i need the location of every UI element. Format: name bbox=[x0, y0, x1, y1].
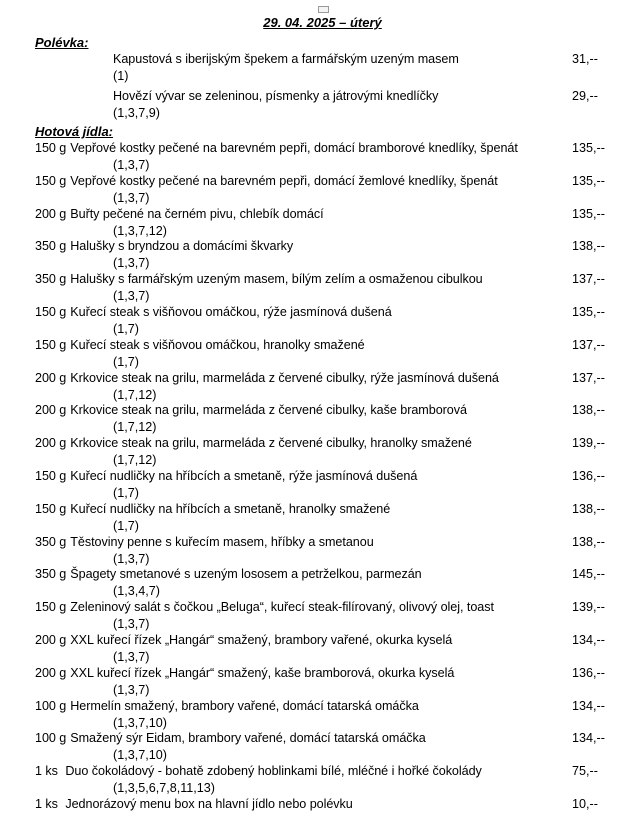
item-name: Krkovice steak na grilu, marmeláda z červené cibulky, kaše bramborová bbox=[70, 403, 467, 418]
item-quantity: 350 g bbox=[35, 239, 67, 254]
item-price: 138,-- bbox=[572, 501, 605, 516]
item-price: 137,-- bbox=[572, 337, 605, 352]
item-name: Kapustová s iberijským špekem a farmářským uzeným masem bbox=[113, 52, 459, 66]
menu-item bbox=[0, 731, 631, 763]
item-name: Buřty pečené na černém pivu, chlebík domácí bbox=[70, 206, 324, 221]
item-name: Krkovice steak na grilu, marmeláda z červené cibulky, hranolky smažené bbox=[70, 436, 472, 451]
item-description bbox=[35, 699, 419, 713]
item-quantity: 1 ks bbox=[35, 797, 62, 811]
menu-item bbox=[0, 141, 631, 173]
item-allergens: (1,7) bbox=[113, 322, 139, 336]
menu-item bbox=[0, 567, 631, 599]
item-allergens: (1,7,12) bbox=[113, 387, 157, 402]
meals-heading: Hotová jídla: bbox=[35, 124, 114, 139]
item-quantity: 200 g bbox=[35, 633, 67, 647]
item-name: Hovězí vývar se zeleninou, písmenky a játrovými knedlíčky bbox=[113, 89, 439, 103]
item-description bbox=[35, 141, 518, 155]
item-description bbox=[35, 797, 353, 811]
menu-item bbox=[0, 797, 631, 829]
menu-item bbox=[0, 272, 631, 304]
item-description bbox=[35, 436, 472, 450]
item-price: 134,-- bbox=[572, 698, 605, 713]
menu-item bbox=[0, 305, 631, 337]
item-allergens: (1,7,12) bbox=[113, 453, 157, 468]
item-allergens: (1,7) bbox=[113, 518, 139, 533]
item-price: 10,-- bbox=[572, 797, 598, 811]
item-quantity: 350 g bbox=[35, 567, 67, 582]
menu-item bbox=[0, 207, 631, 239]
item-description bbox=[35, 535, 374, 549]
item-quantity: 200 g bbox=[35, 436, 67, 451]
item-description bbox=[35, 764, 482, 778]
item-description bbox=[35, 207, 324, 221]
menu-item bbox=[0, 535, 631, 567]
item-allergens: (1,3,7,9) bbox=[113, 106, 160, 120]
item-quantity: 200 g bbox=[35, 403, 67, 418]
item-quantity: 350 g bbox=[35, 272, 67, 287]
item-name: Smažený sýr Eidam, brambory vařené, domácí tatarská omáčka bbox=[70, 731, 426, 746]
item-description bbox=[113, 52, 459, 66]
item-allergens: (1,3,7) bbox=[113, 289, 150, 304]
item-price: 138,-- bbox=[572, 239, 605, 254]
item-price: 31,-- bbox=[572, 52, 598, 66]
item-quantity: 100 g bbox=[35, 731, 67, 746]
menu-item bbox=[0, 764, 631, 796]
item-name: Duo čokoládový - bohatě zdobený hoblinkami bílé, mléčné i hořké čokolády bbox=[65, 764, 482, 779]
item-allergens: (1,3,7,10) bbox=[113, 748, 167, 763]
item-allergens: (1,7) bbox=[113, 354, 139, 369]
item-description bbox=[35, 502, 390, 516]
menu-item bbox=[0, 502, 631, 534]
item-price: 139,-- bbox=[572, 436, 605, 451]
menu-item bbox=[0, 666, 631, 698]
item-name: Kuřecí steak s višňovou omáčkou, hranolky smažené bbox=[70, 337, 365, 352]
menu-item bbox=[0, 699, 631, 731]
item-description bbox=[35, 731, 426, 745]
item-quantity: 100 g bbox=[35, 698, 67, 713]
item-price: 134,-- bbox=[572, 633, 605, 647]
item-description bbox=[35, 338, 365, 352]
item-name: XXL kuřecí řízek „Hangár“ smažený, kaše bramborová, okurka kyselá bbox=[70, 665, 455, 680]
item-quantity: 200 g bbox=[35, 665, 67, 680]
item-name: Halušky s farmářským uzeným masem, bílým zelím a osmaženou cibulkou bbox=[70, 272, 483, 287]
item-name: Zeleninový salát s čočkou „Beluga“, kuřecí steak-filírovaný, olivový olej, toast bbox=[70, 600, 494, 615]
item-name: Těstoviny penne s kuřecím masem, hříbky a smetanou bbox=[70, 534, 374, 549]
menu-item bbox=[0, 403, 631, 435]
item-name: Krkovice steak na grilu, marmeláda z červené cibulky, rýže jasmínová dušená bbox=[70, 370, 499, 385]
item-allergens: (1,3,5,6,7,8,11,13) bbox=[113, 781, 215, 796]
menu-item bbox=[0, 633, 631, 665]
item-description bbox=[35, 633, 452, 647]
item-description bbox=[35, 469, 417, 483]
item-quantity: 200 g bbox=[35, 370, 67, 385]
page-drag-handle[interactable] bbox=[318, 6, 329, 13]
soup-item bbox=[0, 52, 631, 84]
soup-item bbox=[0, 89, 631, 121]
item-description bbox=[35, 272, 483, 286]
item-price: 137,-- bbox=[572, 370, 605, 385]
item-price: 29,-- bbox=[572, 89, 598, 103]
menu-item bbox=[0, 239, 631, 271]
item-description bbox=[35, 305, 392, 319]
item-name: Vepřové kostky pečené na barevném pepři, domácí žemlové knedlíky, špenát bbox=[70, 173, 498, 188]
item-allergens: (1,3,7) bbox=[113, 190, 150, 205]
item-quantity: 150 g bbox=[35, 600, 67, 615]
item-price: 134,-- bbox=[572, 731, 605, 746]
item-name: Kuřecí nudličky na hříbcích a smetaně, rýže jasmínová dušená bbox=[70, 469, 418, 483]
menu-item bbox=[0, 600, 631, 632]
item-description bbox=[35, 600, 494, 614]
item-price: 139,-- bbox=[572, 600, 605, 615]
item-allergens: (1,3,7) bbox=[113, 650, 150, 664]
item-description bbox=[113, 89, 438, 103]
item-allergens: (1,3,7,12) bbox=[113, 223, 167, 238]
menu-item bbox=[0, 371, 631, 403]
soup-heading: Polévka: bbox=[35, 35, 89, 50]
menu-item bbox=[0, 338, 631, 370]
item-price: 138,-- bbox=[572, 534, 605, 549]
item-description bbox=[35, 174, 498, 188]
item-description bbox=[35, 666, 454, 680]
item-description bbox=[35, 239, 293, 253]
item-name: Kuřecí nudličky na hříbcích a smetaně, hranolky smažené bbox=[70, 501, 391, 516]
item-name: Hermelín smažený, brambory vařené, domácí tatarská omáčka bbox=[70, 698, 419, 713]
item-quantity: 150 g bbox=[35, 501, 67, 516]
item-price: 135,-- bbox=[572, 206, 605, 221]
item-price: 135,-- bbox=[572, 141, 605, 155]
item-quantity: 350 g bbox=[35, 534, 67, 549]
menu-item bbox=[0, 469, 631, 501]
item-allergens: (1,3,7) bbox=[113, 682, 150, 697]
item-allergens: (1,3,4,7) bbox=[113, 584, 160, 599]
item-allergens: (1,3,7) bbox=[113, 256, 150, 271]
item-price: 138,-- bbox=[572, 403, 605, 418]
item-quantity: 150 g bbox=[35, 173, 67, 188]
item-quantity: 150 g bbox=[35, 305, 67, 319]
item-name: Špagety smetanové s uzeným lososem a petrželkou, parmezán bbox=[70, 567, 422, 582]
item-price: 137,-- bbox=[572, 272, 605, 287]
item-name: Jednorázový menu box na hlavní jídlo nebo polévku bbox=[65, 797, 353, 811]
item-quantity: 150 g bbox=[35, 141, 67, 155]
item-description bbox=[35, 403, 467, 417]
item-name: Halušky s bryndzou a domácími škvarky bbox=[70, 239, 294, 254]
menu-item bbox=[0, 174, 631, 206]
item-description bbox=[35, 371, 499, 385]
item-quantity: 150 g bbox=[35, 469, 67, 483]
item-price: 135,-- bbox=[572, 173, 605, 188]
item-quantity: 150 g bbox=[35, 337, 67, 352]
item-allergens: (1,7) bbox=[113, 486, 139, 500]
item-quantity: 1 ks bbox=[35, 764, 62, 779]
item-allergens: (1,3,7) bbox=[113, 617, 150, 632]
item-quantity: 200 g bbox=[35, 206, 67, 221]
item-price: 136,-- bbox=[572, 469, 605, 483]
menu-date: 29. 04. 2025 – úterý bbox=[263, 15, 382, 30]
item-allergens: (1,3,7) bbox=[113, 551, 150, 566]
item-name: Vepřové kostky pečené na barevném pepři, domácí bramborové knedlíky, špenát bbox=[70, 141, 518, 155]
menu-item bbox=[0, 436, 631, 468]
item-name: XXL kuřecí řízek „Hangár“ smažený, brambory vařené, okurka kyselá bbox=[70, 633, 453, 647]
item-description bbox=[35, 567, 422, 581]
item-name: Kuřecí steak s višňovou omáčkou, rýže jasmínová dušená bbox=[70, 305, 392, 319]
item-allergens: (1) bbox=[113, 69, 129, 83]
item-price: 135,-- bbox=[572, 305, 605, 319]
item-price: 75,-- bbox=[572, 764, 598, 779]
item-allergens: (1,7,12) bbox=[113, 420, 157, 435]
item-price: 145,-- bbox=[572, 567, 605, 582]
item-allergens: (1,3,7,10) bbox=[113, 715, 167, 730]
item-price: 136,-- bbox=[572, 665, 605, 680]
item-allergens: (1,3,7) bbox=[113, 158, 150, 172]
